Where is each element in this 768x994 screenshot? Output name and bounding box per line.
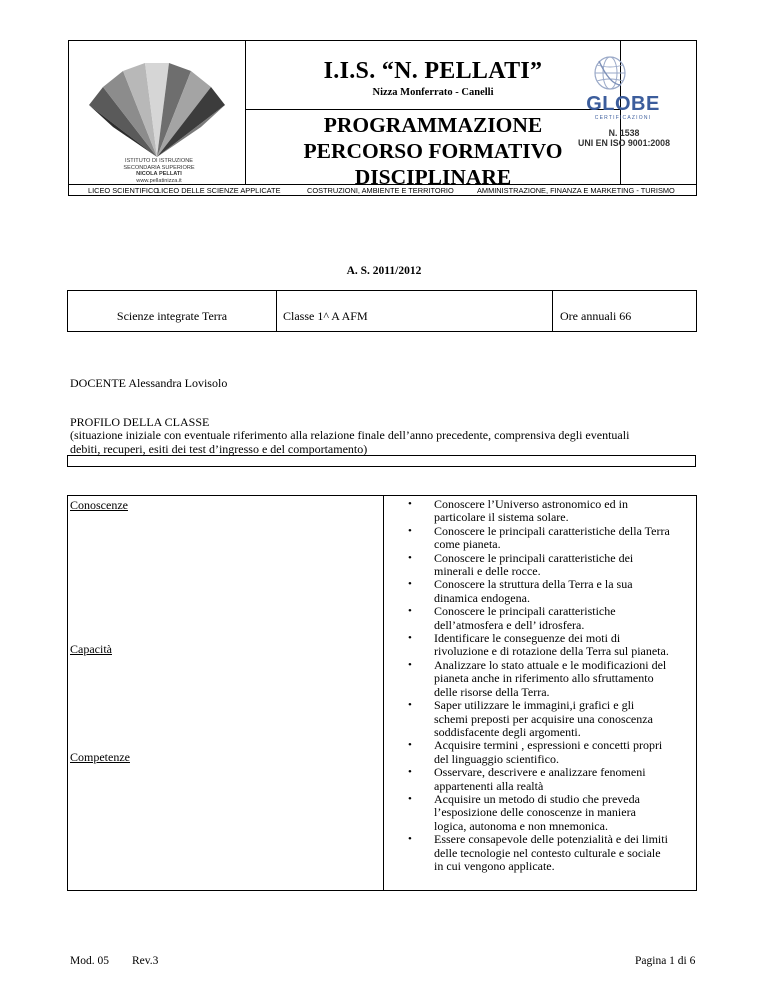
logo-caption: ISTITUTO DI ISTRUZIONE SECONDARIA SUPERIORE NICOLA PELLATI www.pellatinizza.it bbox=[123, 158, 195, 184]
school-logo-icon bbox=[83, 57, 231, 159]
class-profile bbox=[70, 416, 710, 456]
objective-item: • Conoscere l’Universo astronomico ed in particolare il sistema solare. bbox=[384, 498, 696, 525]
capacita-label: Capacità bbox=[70, 642, 112, 656]
document-title: PROGRAMMAZIONE PERCORSO FORMATIVO DISCIPLINARE bbox=[303, 113, 563, 189]
course-item: COSTRUZIONI, AMBIENTE E TERRITORIO bbox=[307, 186, 454, 195]
objective-item: • Acquisire un metodo di studio che preveda l’esposizione delle conoscenze in maniera logica, autonoma e non mnemonica. bbox=[384, 793, 696, 833]
school-location: Nizza Monferrato - Canelli bbox=[372, 87, 494, 98]
cert-number-block bbox=[560, 128, 688, 148]
objective-item: • Identificare le conseguenze dei moti di rivoluzione e di rotazione della Terra sul pianeta. bbox=[384, 632, 696, 659]
objectives-labels bbox=[68, 496, 384, 890]
revision-code: Rev.3 bbox=[132, 955, 159, 967]
subject-cell: Scienze integrate Terra bbox=[116, 309, 228, 323]
cert-number: N. 1538 bbox=[608, 128, 640, 138]
globe-icon bbox=[593, 55, 627, 91]
objective-item: • Essere consapevole delle potenzialità e dei limiti delle tecnologie nel contesto culturale e sociale in cui vengono applicate. bbox=[384, 833, 696, 873]
objective-item: • Conoscere le principali caratteristiche della Terra come pianeta. bbox=[384, 525, 696, 552]
objective-item: • Conoscere le principali caratteristiche dell’atmosfera e dell’ idrosfera. bbox=[384, 605, 696, 632]
course-item: AMMINISTRAZIONE, FINANZA E MARKETING - TURISMO bbox=[477, 186, 675, 195]
objective-item: • Analizzare lo stato attuale e le modificazioni del pianeta anche in riferimento allo sfruttamento delle risorse della Terra. bbox=[384, 659, 696, 699]
school-name: I.I.S. “N. PELLATI” bbox=[323, 58, 543, 84]
page-number: Pagina 1 di 6 bbox=[635, 955, 696, 967]
objective-item: • Conoscere le principali caratteristiche dei minerali e delle rocce. bbox=[384, 552, 696, 579]
class-profile-desc: (situazione iniziale con eventuale riferimento alla relazione finale dell’anno precedente, comprensiva degli eventuali bbox=[70, 428, 630, 443]
cert-standard: UNI EN ISO 9001:2008 bbox=[578, 138, 670, 148]
hours-cell: Ore annuali 66 bbox=[552, 291, 696, 331]
class-profile-title: PROFILO DELLA CLASSE bbox=[70, 415, 210, 429]
objectives-table bbox=[67, 495, 697, 891]
objective-item: • Saper utilizzare le immagini,i grafici e gli schemi preposti per acquisire una conoscenza soddisfacente degli argomenti. bbox=[384, 699, 696, 739]
class-profile-desc: debiti, recuperi, esiti dei test d’ingresso e del comportamento) bbox=[70, 441, 368, 456]
course-item: LICEO SCIENTIFICO bbox=[88, 186, 160, 195]
module-code: Mod. 05 bbox=[70, 955, 109, 967]
teacher-line: DOCENTE Alessandra Lovisolo bbox=[70, 376, 228, 390]
course-item: LICEO DELLE SCIENZE APPLICATE bbox=[157, 186, 281, 195]
class-cell: Classe 1^ A AFM bbox=[276, 291, 552, 331]
objectives-list bbox=[384, 496, 696, 890]
objective-item: • Acquisire termini , espressioni e concetti propri del linguaggio scientifico. bbox=[384, 739, 696, 766]
conoscenze-label: Conoscenze bbox=[70, 498, 128, 512]
objective-item: • Osservare, descrivere e analizzare fenomeni appartenenti alla realtà bbox=[384, 766, 696, 793]
class-profile-field bbox=[67, 455, 696, 467]
header-title-cell bbox=[245, 41, 621, 189]
competenze-label: Competenze bbox=[70, 750, 130, 764]
course-list bbox=[69, 184, 696, 196]
cert-sub: CERTIFICAZIONI bbox=[594, 115, 652, 121]
objective-item: • Conoscere la struttura della Terra e la sua dinamica endogena. bbox=[384, 578, 696, 605]
cert-brand: GLOBE bbox=[586, 93, 660, 115]
course-info-table bbox=[67, 290, 697, 332]
school-logo bbox=[69, 41, 245, 184]
school-year: A. S. 2011/2012 bbox=[346, 265, 422, 277]
